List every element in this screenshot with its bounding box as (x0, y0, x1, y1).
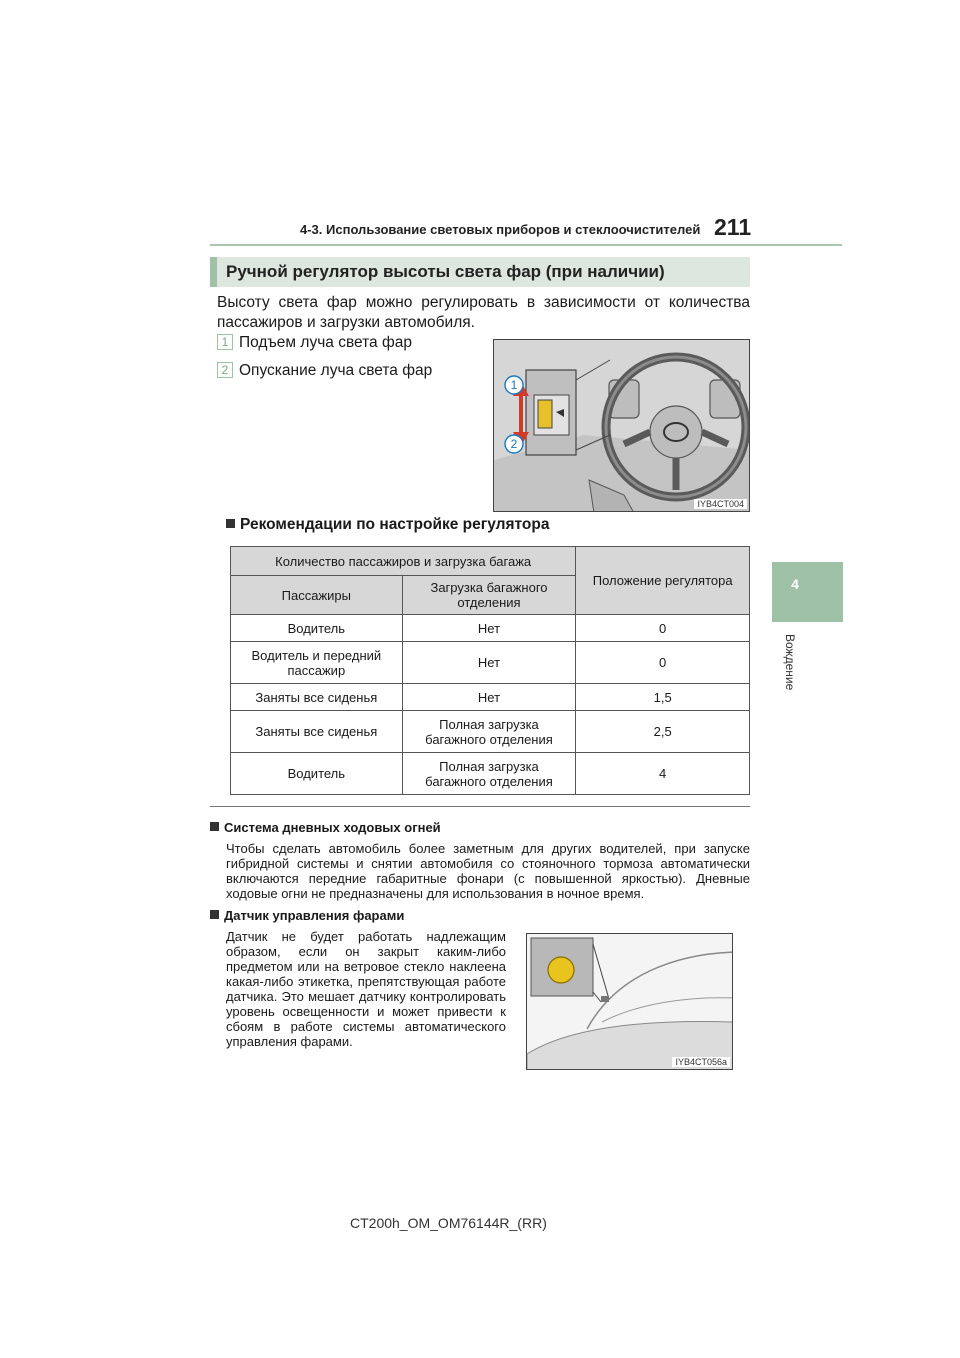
table-cell-passengers: Водитель и передний пассажир (231, 642, 403, 684)
dashboard-illustration (494, 340, 750, 512)
note-title-text: Датчик управления фарами (224, 908, 405, 923)
table-cell-load: Нет (402, 642, 576, 684)
table-row (231, 684, 750, 711)
step-marker-2: 2 (217, 362, 233, 378)
figure-code: IYB4CT056a (672, 1057, 730, 1067)
table-cell-position: 2,5 (576, 711, 750, 753)
chapter-tab (772, 562, 843, 622)
step-text: Подъем луча света фар (239, 334, 412, 351)
section-title-accent (210, 257, 217, 287)
note-title-text: Система дневных ходовых огней (224, 820, 441, 835)
table-row (231, 615, 750, 642)
table-cell-load: Полная загрузка багажного отделения (402, 711, 576, 753)
table-header-row (231, 547, 750, 576)
table-header-passengers: Пассажиры (231, 576, 403, 615)
table-row (231, 753, 750, 795)
table-row (231, 642, 750, 684)
notes-separator (210, 806, 750, 807)
step-marker-1: 1 (217, 334, 233, 350)
header-rule (210, 244, 842, 246)
figure-callout-1: 1 (510, 378, 518, 392)
table-cell-load: Нет (402, 684, 576, 711)
figure-code: IYB4CT004 (694, 499, 747, 509)
table-cell-load: Полная загрузка багажного отделения (402, 753, 576, 795)
square-bullet-icon (226, 519, 235, 528)
headlight-leveling-dial-illustration (493, 339, 750, 512)
note-body-sensor: Датчик не будет работать надлежащим образом, если он закрыт каким-либо предметом или на ветровое стекло наклеена какая-либо этикетка, препятствующая работе датчика. Это мешает датчику контролировать уровень освещенности и может привести к сбоям в работе системы автоматического управления фарами. (226, 929, 506, 1049)
note-title-drl (210, 820, 441, 835)
table-header-position: Положение регулятора (576, 547, 750, 615)
running-header-title: 4-3. Использование световых приборов и стеклоочистителей (300, 222, 701, 237)
square-bullet-icon (210, 822, 219, 831)
table-cell-position: 0 (576, 642, 750, 684)
recommendations-table (230, 546, 750, 795)
figure-callout-2: 2 (510, 437, 518, 451)
windshield-sensor-illustration (527, 934, 733, 1070)
document-footer: CT200h_OM_OM76144R_(RR) (350, 1215, 547, 1231)
table-cell-passengers: Заняты все сиденья (231, 711, 403, 753)
square-bullet-icon (210, 910, 219, 919)
section-title: Ручной регулятор высоты света фар (при наличии) (226, 262, 665, 281)
recommendations-heading-text: Рекомендации по настройке регулятора (240, 516, 550, 533)
table-cell-position: 4 (576, 753, 750, 795)
table-cell-passengers: Водитель (231, 615, 403, 642)
table-cell-position: 1,5 (576, 684, 750, 711)
section-intro: Высоту света фар можно регулировать в зависимости от количества пассажиров и загрузки автомобиля. (217, 294, 750, 331)
chapter-number: 4 (791, 576, 799, 592)
note-title-sensor (210, 908, 404, 923)
step-lower (217, 362, 432, 380)
table-cell-passengers: Водитель (231, 753, 403, 795)
table-header-group: Количество пассажиров и загрузка багажа (231, 547, 576, 576)
table-header-load: Загрузка багажного отделения (402, 576, 576, 615)
table-cell-load: Нет (402, 615, 576, 642)
light-sensor-illustration (526, 933, 733, 1070)
step-text: Опускание луча света фар (239, 362, 433, 379)
step-raise (217, 334, 412, 352)
chapter-label: Вождение (783, 634, 797, 691)
note-body-drl: Чтобы сделать автомобиль более заметным для других водителей, при запуске гибридной системы и снятии автомобиля со стояночного тормоза автоматически включаются передние габаритные фонари (с повышенной яркостью). Дневные ходовые огни не предназначены для использования в ночное время. (226, 841, 750, 901)
table-cell-position: 0 (576, 615, 750, 642)
page-number: 211 (714, 214, 752, 240)
table-cell-passengers: Заняты все сиденья (231, 684, 403, 711)
recommendations-heading (226, 516, 549, 534)
table-row (231, 711, 750, 753)
